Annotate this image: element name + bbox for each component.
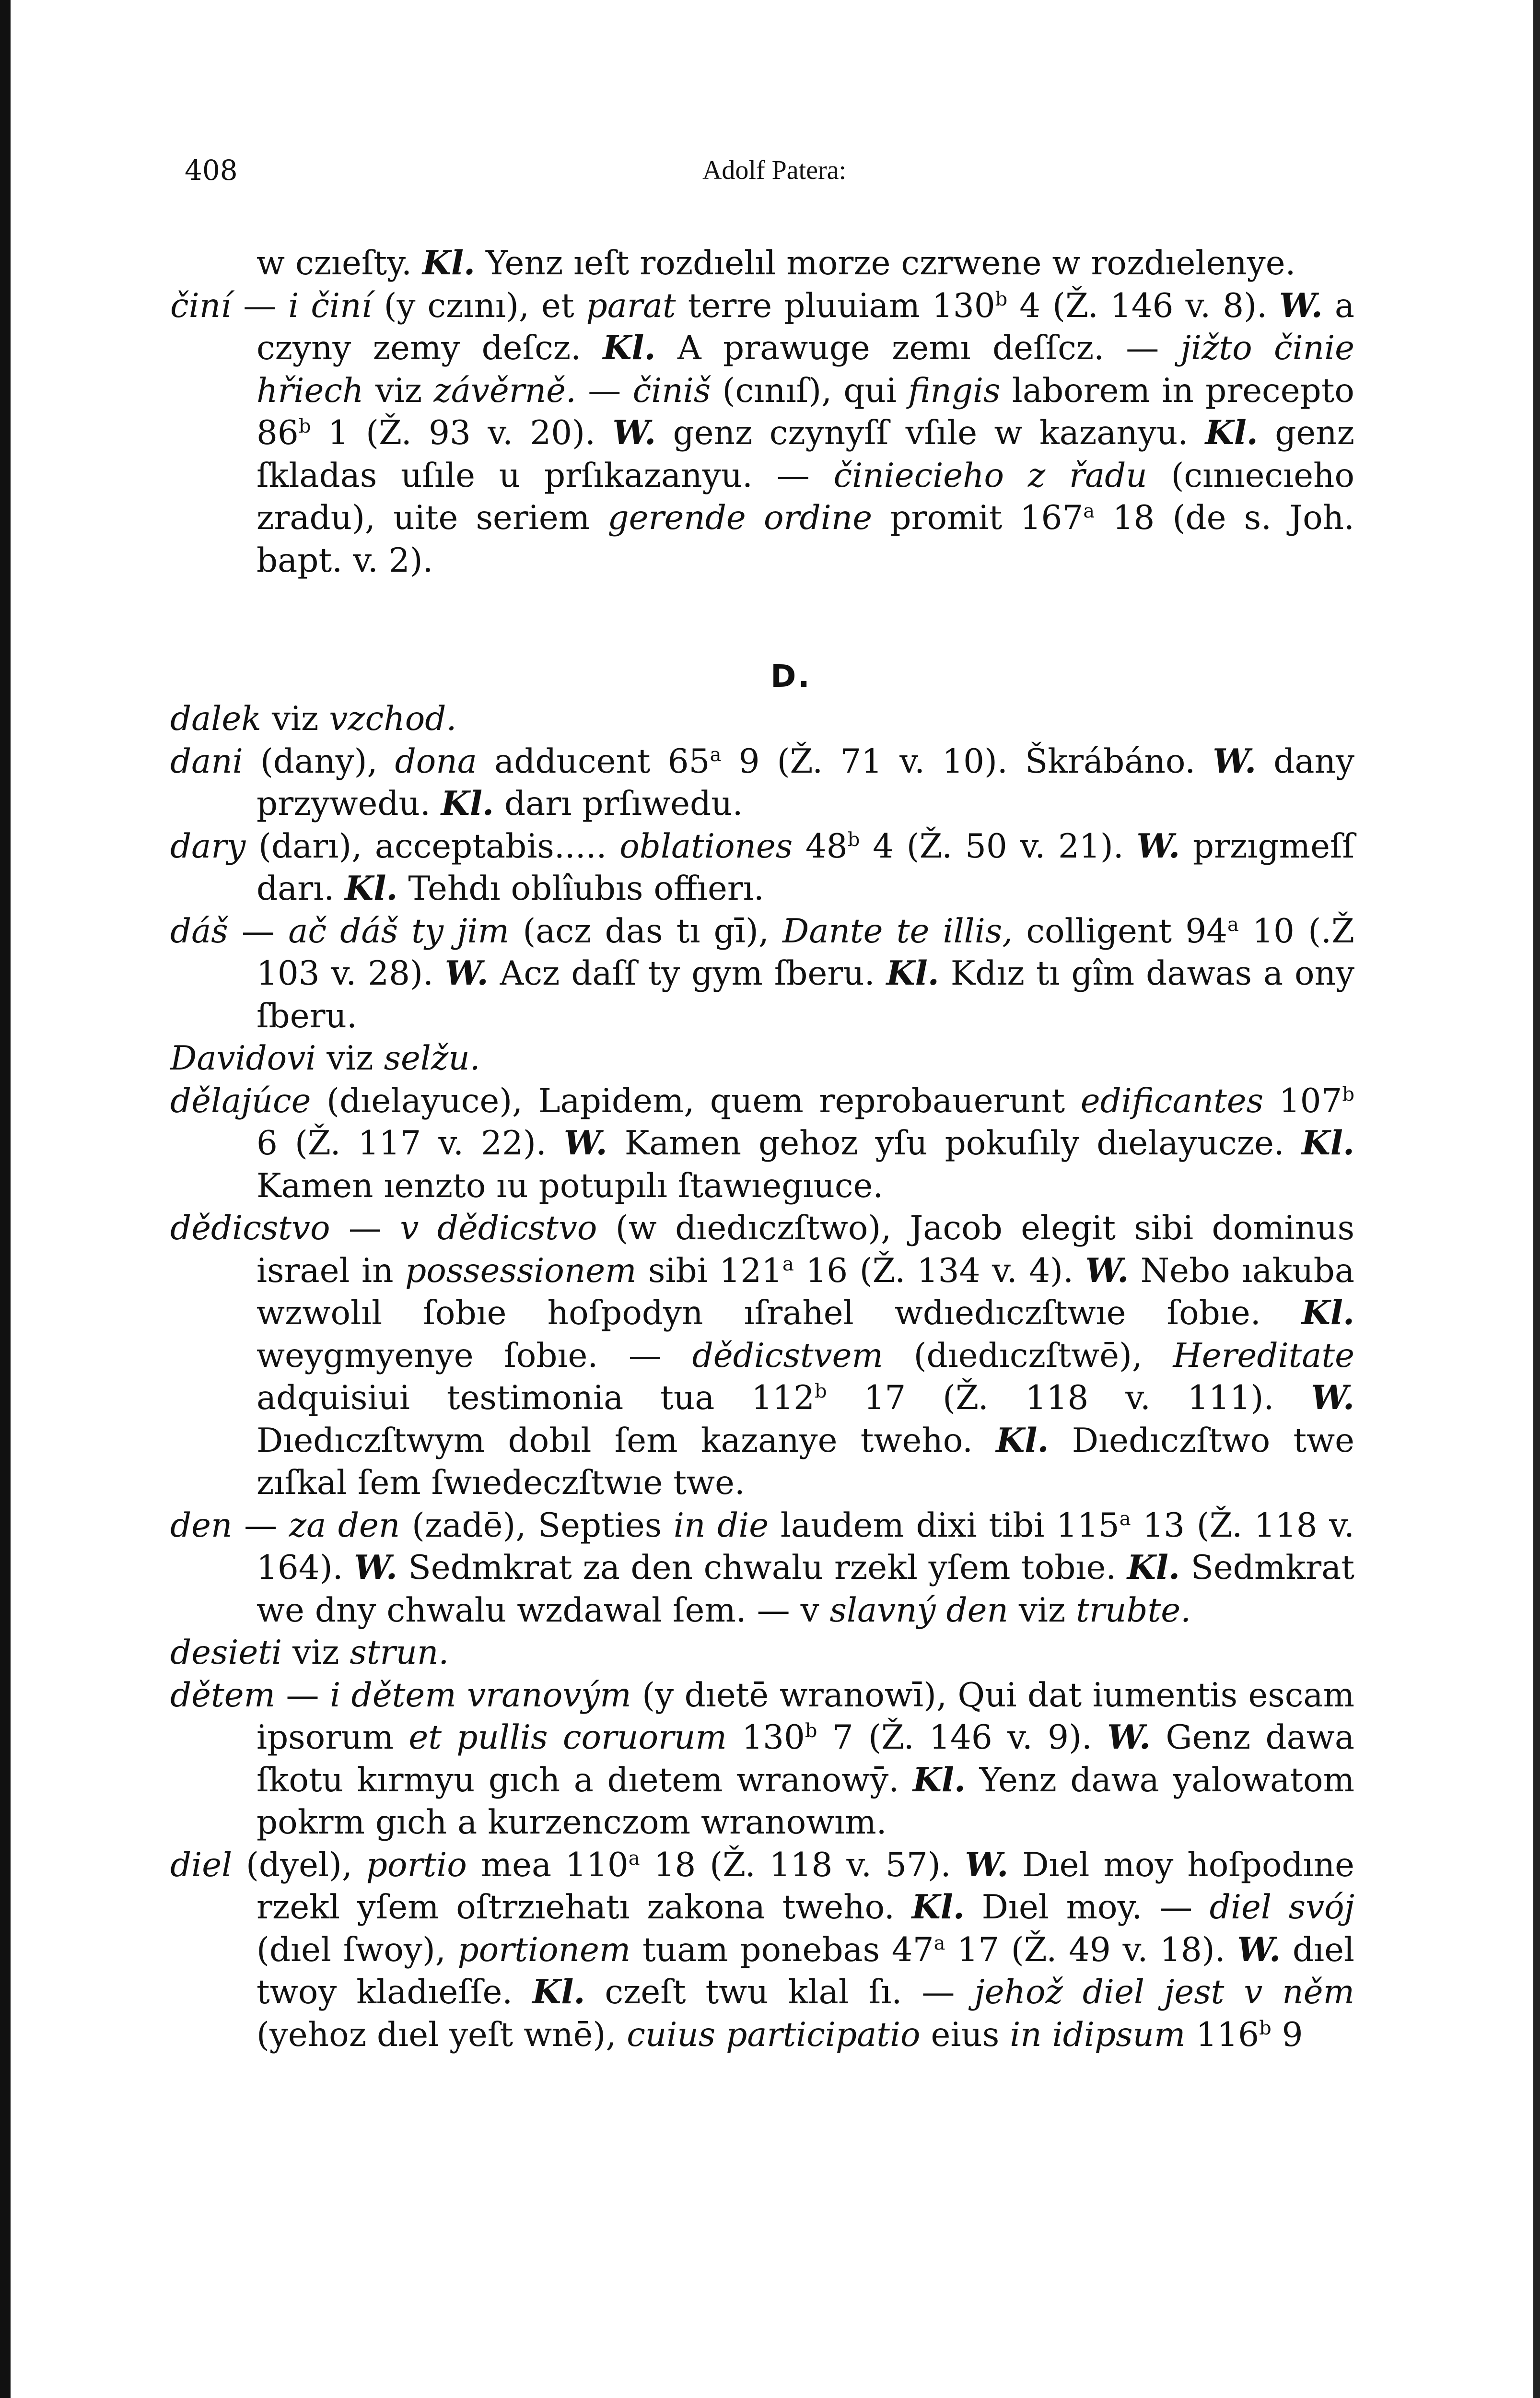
- entry-dani: [170, 741, 1354, 825]
- entry-den: [170, 1505, 1354, 1632]
- folio-side: a: [1119, 1507, 1131, 1530]
- entry-text: dany przywedu.: [257, 742, 1354, 823]
- italic-text: in idipsum: [1010, 2015, 1186, 2054]
- source-label: W.: [563, 1124, 607, 1163]
- entry-dary: [170, 825, 1354, 910]
- entry-text: 48: [793, 827, 848, 866]
- entry-text: (y czını), et: [372, 286, 586, 325]
- entry-e1: [170, 242, 1354, 285]
- folio-side: a: [628, 1847, 640, 1869]
- entry-text: Kamen ıenzto ıu potupılı ſtawıegıuce.: [257, 1166, 884, 1205]
- entry-text: terre pluuiam 130: [676, 286, 995, 325]
- italic-text: Dante te illis,: [782, 912, 1013, 951]
- entry-text: Dıel moy hoſpodıne rzekl yſem oſtrzıehatı zakona tweho.: [257, 1846, 1355, 1927]
- entry-text: adquisiui testimonia tua 112: [257, 1379, 815, 1417]
- entries-column: [170, 242, 1354, 2056]
- entry-text: 13 (Ž. 118 v. 164).: [257, 1506, 1354, 1587]
- entry-das: [170, 910, 1354, 1038]
- entry-text: 130: [726, 1718, 805, 1757]
- entry-text: (y dıetē wranowī), Qui dat iumentis escam ipsorum: [257, 1676, 1354, 1757]
- entry-text: (dıel ſwoy),: [257, 1930, 458, 1969]
- entry-text: genz ſkladas uſıle u prſıkazanyu. —: [257, 414, 1354, 495]
- italic-text: v dědicstvo: [400, 1209, 597, 1247]
- running-head: [185, 144, 1364, 197]
- italic-text: oblationes: [619, 827, 793, 866]
- entry-e2: [170, 285, 1354, 582]
- entry-text: —: [330, 1209, 400, 1247]
- entry-dalek: [170, 698, 1354, 741]
- source-label: Kl.: [912, 1760, 966, 1799]
- italic-text: portio: [366, 1846, 467, 1884]
- entry-text: viz: [316, 1039, 384, 1078]
- entry-text: (acz das tı gī),: [509, 912, 783, 951]
- folio-side: b: [1259, 2017, 1272, 2039]
- entry-text: Kamen gehoz yſu pokuſıly dıelayucze.: [607, 1124, 1302, 1163]
- entry-text: Yenz ıeſt rozdıelıl morze czrwene w rozdıelenye.: [475, 244, 1296, 282]
- source-label: W.: [1136, 826, 1180, 866]
- folio-side: b: [298, 415, 311, 437]
- entry-text: (yehoz dıel yeſt wnē),: [257, 2015, 627, 2054]
- entry-text: Genz dawa ſkotu kırmyu gıch a dıetem wranowȳ.: [257, 1718, 1354, 1799]
- source-label: Kl.: [1127, 1548, 1180, 1587]
- entry-text: (dany),: [243, 742, 395, 781]
- entry-text: a czyny zemy deſcz.: [257, 286, 1354, 367]
- entry-text: (darı), acceptabis.....: [245, 827, 620, 866]
- entry-detem: [170, 1674, 1354, 1844]
- entry-text: 18 (de s. Joh. bapt. v. 2).: [257, 499, 1354, 580]
- entry-text: (cınıſ), qui: [711, 371, 909, 410]
- entry-headword: dědicstvo: [170, 1209, 330, 1247]
- entry-text: promit 167: [872, 499, 1084, 537]
- author-heading: Adolf Patera:: [702, 155, 847, 185]
- entry-text: czeſt twu klal ſı. —: [585, 1973, 975, 2011]
- entry-text: 10 (.Ž 103 v. 28).: [257, 912, 1354, 993]
- entry-text: —: [275, 1676, 330, 1715]
- entry-text: dıel twoy kladıeſſe.: [257, 1930, 1354, 2011]
- italic-text: possessionem: [405, 1251, 637, 1290]
- entry-text: —: [231, 286, 289, 325]
- source-label: W.: [354, 1548, 397, 1587]
- folio-side: a: [1227, 913, 1239, 936]
- folio-side: b: [805, 1720, 817, 1742]
- italic-text: i dětem vranovým: [330, 1676, 631, 1715]
- entry-text: viz: [363, 371, 434, 410]
- source-label: Kl.: [1301, 1293, 1354, 1332]
- entry-text: —: [228, 912, 289, 951]
- italic-text: vzchod.: [329, 700, 457, 738]
- entry-text: viz: [282, 1634, 350, 1672]
- entry-text: sibi 121: [636, 1251, 782, 1290]
- entry-text: genz czynyſſ vſıle w kazanyu.: [656, 414, 1205, 452]
- italic-text: gerende ordine: [607, 499, 873, 537]
- italic-text: portionem: [457, 1930, 631, 1969]
- entry-text: —: [232, 1506, 289, 1545]
- italic-text: cuius participatio: [627, 2015, 921, 2054]
- entry-text: A prawuge zemı deſſcz. —: [655, 329, 1181, 367]
- italic-text: diel svój: [1209, 1888, 1354, 1927]
- source-label: W.: [1311, 1378, 1355, 1417]
- entry-headword: dary: [170, 827, 246, 866]
- italic-text: za den: [289, 1506, 400, 1545]
- entry-text: Acz daſſ ty gym ſberu.: [488, 954, 887, 993]
- entry-text: 1 (Ž. 93 v. 20).: [311, 414, 613, 452]
- entry-text: (dıelayuce), Lapidem, quem reprobauerunt: [311, 1081, 1081, 1120]
- entry-headword: činí: [170, 286, 232, 325]
- entry-delajuce: [170, 1080, 1354, 1208]
- entry-text: 107: [1263, 1081, 1342, 1120]
- italic-text: edificantes: [1080, 1081, 1264, 1120]
- folio-side: a: [782, 1253, 794, 1275]
- source-label: W.: [444, 954, 489, 993]
- entry-text: mea 110: [467, 1846, 629, 1884]
- entry-text: Dıel moy. —: [964, 1888, 1210, 1927]
- folio-side: a: [933, 1932, 945, 1954]
- entry-text: —: [576, 371, 633, 410]
- entry-text: (dyel),: [232, 1846, 366, 1884]
- entry-text: darı prſıwedu.: [494, 785, 743, 823]
- folio-side: b: [1342, 1083, 1354, 1105]
- source-label: Kl.: [422, 244, 476, 282]
- entry-text: przıgmeſſ darı.: [257, 827, 1355, 908]
- entry-text: tuam ponebas 47: [630, 1930, 934, 1969]
- entry-headword: dětem: [170, 1676, 275, 1715]
- source-label: Kl.: [603, 329, 656, 367]
- folio-side: b: [995, 288, 1008, 310]
- entry-text: 4 (Ž. 50 v. 21).: [860, 827, 1137, 866]
- entry-text: 16 (Ž. 134 v. 4).: [793, 1251, 1085, 1290]
- entries-after-section: [170, 698, 1354, 2056]
- entry-text: Kdız tı gîm dawas a ony ſberu.: [257, 954, 1355, 1035]
- entry-text: 9: [1271, 2015, 1303, 2054]
- entry-text: 18 (Ž. 118 v. 57).: [640, 1846, 965, 1884]
- italic-text: jižto činie hřiech: [257, 329, 1354, 410]
- folio-side: b: [847, 828, 860, 851]
- entry-text: 17 (Ž. 118 v. 111).: [827, 1379, 1311, 1417]
- source-label: W.: [1237, 1930, 1281, 1969]
- entry-headword: den: [170, 1506, 233, 1545]
- source-label: Kl.: [996, 1421, 1049, 1460]
- entry-text: viz: [261, 700, 329, 738]
- entry-text: (w dıedıczſtwo), Jacob elegit sibi dominus israel in: [257, 1209, 1354, 1290]
- italic-text: et pullis coruorum: [408, 1718, 727, 1757]
- entry-text: adducent 65: [477, 742, 710, 781]
- entry-desieti: [170, 1632, 1354, 1674]
- italic-text: Hereditate: [1173, 1336, 1354, 1375]
- entry-text: (cınıecıeho zradu), uite seriem: [257, 456, 1355, 537]
- entry-text: Yenz dawa yalowatom pokrm gıch a kurzenczom wranowım.: [257, 1761, 1355, 1842]
- source-label: W.: [1085, 1251, 1129, 1290]
- entry-text: Sedmkrat we dny chwalu wzdawal ſem. — v: [257, 1549, 1354, 1630]
- entry-headword: desieti: [170, 1634, 282, 1672]
- entry-headword: Davidovi: [170, 1039, 316, 1078]
- entry-text: 7 (Ž. 146 v. 9).: [817, 1718, 1108, 1757]
- entry-headword: dalek: [170, 700, 262, 738]
- entry-text: Dıedıczſtwym dobıl ſem kazanye tweho.: [257, 1421, 996, 1460]
- italic-text: jehož diel jest v něm: [974, 1973, 1355, 2011]
- source-label: W.: [612, 413, 656, 452]
- italic-text: činiecieho z řadu: [833, 456, 1147, 495]
- source-label: W.: [1107, 1718, 1151, 1757]
- italic-text: činiš: [632, 371, 711, 410]
- source-label: Kl.: [911, 1888, 965, 1927]
- italic-text: i činí: [288, 286, 372, 325]
- source-label: Kl.: [886, 954, 939, 993]
- entry-text: laudem dixi tibi 115: [769, 1506, 1120, 1545]
- source-label: Kl.: [1301, 1124, 1354, 1163]
- entry-text: viz: [1008, 1591, 1076, 1630]
- italic-text: dědicstvem: [692, 1336, 883, 1375]
- entry-text: colligent 94: [1013, 912, 1228, 951]
- source-label: W.: [965, 1845, 1009, 1884]
- entry-headword: dělajúce: [170, 1081, 311, 1120]
- entry-text: Nebo ıakuba wzwolıl ſobıe hoſpodyn ıſrahel wdıedıczſtwıe ſobıe.: [257, 1251, 1354, 1332]
- folio-side: a: [710, 743, 722, 766]
- italic-text: dona: [395, 742, 477, 781]
- entry-text: 17 (Ž. 49 v. 18).: [945, 1930, 1237, 1969]
- entry-text: 116: [1185, 2015, 1260, 2054]
- italic-text: trubte.: [1076, 1591, 1191, 1630]
- entry-text: Tehdı oblîubıs offıerı.: [397, 870, 764, 908]
- entry-headword: dani: [170, 742, 243, 781]
- entry-text: eius: [920, 2015, 1010, 2054]
- section-letter-heading: D.: [770, 659, 812, 694]
- entry-text: Dıedıczſtwo twe zıſkal ſem ſwıedeczſtwıe twe.: [257, 1421, 1354, 1502]
- entry-text: laborem in precepto 86: [257, 371, 1354, 452]
- italic-text: selžu.: [384, 1039, 480, 1078]
- italic-text: ač dáš ty jim: [288, 912, 510, 951]
- entry-text: w czıeſty.: [257, 244, 422, 282]
- entry-text: 6 (Ž. 117 v. 22).: [257, 1124, 564, 1163]
- entry-dedicstvo: [170, 1207, 1354, 1505]
- source-label: Kl.: [1205, 413, 1258, 452]
- source-label: W.: [1213, 741, 1257, 781]
- source-label: Kl.: [441, 784, 494, 823]
- entry-headword: dáš: [170, 912, 228, 951]
- page-number: 408: [185, 154, 238, 187]
- folio-side: b: [815, 1380, 827, 1402]
- entries-before-section: [170, 242, 1354, 582]
- entry-text: 9 (Ž. 71 v. 10). Škrábáno.: [721, 742, 1213, 781]
- folio-side: a: [1083, 500, 1095, 522]
- italic-text: strun.: [350, 1634, 449, 1672]
- entry-diel: [170, 1844, 1354, 2057]
- entry-text: 4 (Ž. 146 v. 8).: [1007, 286, 1280, 325]
- entry-text: (zadē), Septies: [400, 1506, 674, 1545]
- entry-text: (dıedıczſtwē),: [883, 1336, 1173, 1375]
- italic-text: fingis: [908, 371, 1001, 410]
- italic-text: závěrně.: [433, 371, 576, 410]
- entry-headword: diel: [170, 1846, 233, 1884]
- italic-text: slavný den: [829, 1591, 1008, 1630]
- italic-text: in die: [673, 1506, 769, 1545]
- source-label: W.: [1279, 286, 1323, 325]
- source-label: Kl.: [345, 869, 398, 908]
- source-label: Kl.: [532, 1973, 585, 2011]
- italic-text: parat: [586, 286, 676, 325]
- entry-davidovi: [170, 1037, 1354, 1080]
- entry-text: weygmyenye ſobıe. —: [257, 1336, 692, 1375]
- entry-text: Sedmkrat za den chwalu rzekl yſem tobıe.: [397, 1549, 1127, 1587]
